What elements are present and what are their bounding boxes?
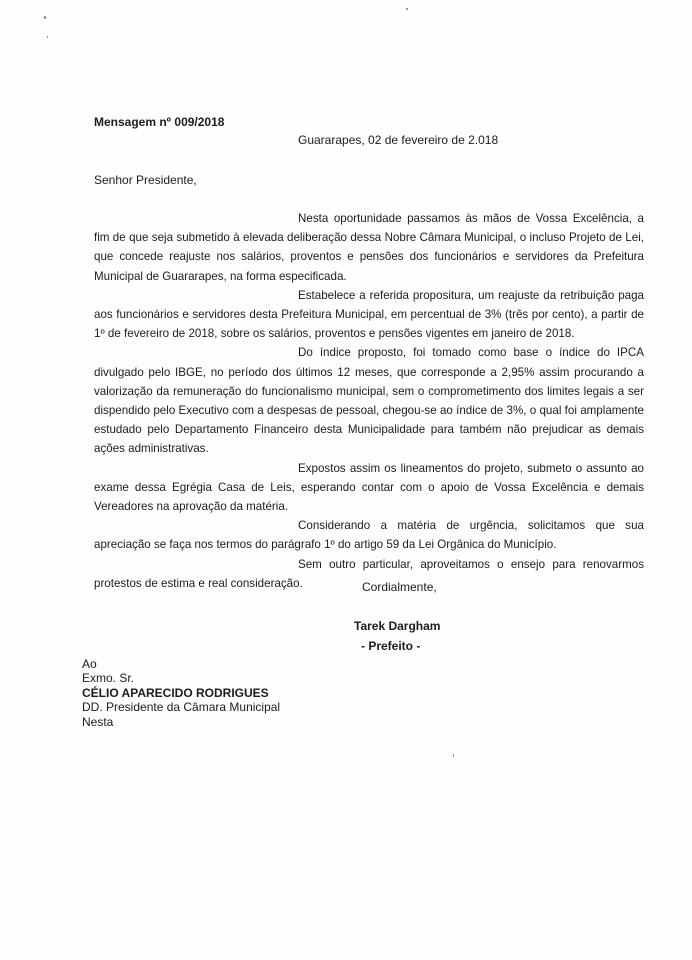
recipient-location: Nesta xyxy=(82,714,114,729)
recipient-block xyxy=(82,657,280,729)
date-line: Guararapes, 02 de fevereiro de 2.018 xyxy=(298,133,499,147)
signer-title: - Prefeito - xyxy=(361,639,421,653)
scan-speck xyxy=(47,36,48,38)
recipient-role: DD. Presidente da Câmara Municipal xyxy=(82,700,281,715)
body-paragraph: Estabelece a referida propositura, um reajuste da retribuição paga aos funcionários e servidores desta Prefeitura Municipal, em percentual de 3% (três por cento), a partir de 1º de fevereiro de 2018, sobre os salários, proventos e pensões vigentes em janeiro de 2018. xyxy=(94,288,644,341)
body-paragraph: Considerando a matéria de urgência, solicitamos que sua apreciação se faça nos termos do parágrafo 1º do artigo 59 da Lei Orgânica do Município. xyxy=(94,519,644,552)
body-paragraph: Expostos assim os lineamentos do projeto, submeto o assunto ao exame dessa Egrégia Casa de Leis, esperando contar com o apoio de Vossa Excelência e demais Vereadores na aprovação da matéria. xyxy=(94,461,644,514)
signer-name: Tarek Dargham xyxy=(354,619,441,633)
scan-speck xyxy=(453,754,454,757)
body-paragraph: Do índice proposto, foi tomado como base o índice do IPCA divulgado pelo IBGE, no período dos últimos 12 meses, que corresponde a 2,95% assim procurando a valorização da remuneração do funcionalismo municipal, sem o comprometimento dos limites legais a ser dispendido pelo Executivo com a despesas de pessoal, chegou-se ao índice de 3%, o qual foi amplamente estudado pelo Departamento Financeiro desta Municipalidade para também não prejudicar as demais ações administrativas. xyxy=(94,346,644,456)
scan-speck xyxy=(44,16,46,19)
message-number: Mensagem nº 009/2018 xyxy=(94,115,225,129)
salutation: Senhor Presidente, xyxy=(94,173,197,187)
body-paragraph: Nesta oportunidade passamos às mãos de Vossa Excelência, a fim de que seja submetido à elevada deliberação dessa Nobre Câmara Municipal, o incluso Projeto de Lei, que concede reajuste nos salários, proventos e pensões dos funcionários e servidores da Prefeitura Municipal de Guararapes, na forma especificada. xyxy=(94,212,644,283)
body-paragraph: Sem outro particular, aproveitamos o ensejo para renovarmos protestos de estima e real consideração. xyxy=(94,557,644,590)
letter-body xyxy=(94,209,644,593)
recipient-line: Ao xyxy=(82,657,97,671)
recipient-name: CÉLIO APARECIDO RODRIGUES xyxy=(82,685,269,700)
recipient-line: Exmo. Sr. xyxy=(82,671,135,686)
scan-speck xyxy=(406,8,408,10)
closing: Cordialmente, xyxy=(362,580,437,594)
